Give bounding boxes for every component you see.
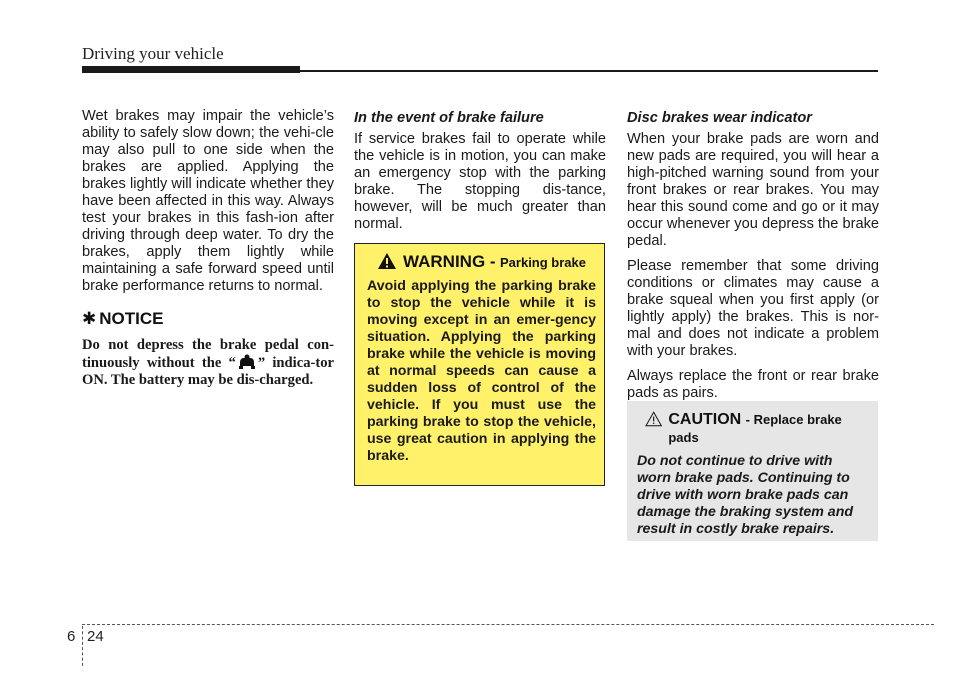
page-header-title: Driving your vehicle	[82, 44, 224, 63]
column-left	[82, 108, 334, 389]
footer-rule	[82, 624, 934, 625]
warning-box	[354, 243, 605, 486]
caution-subject: - Replace brake pads	[668, 412, 842, 445]
caution-box	[627, 401, 878, 541]
warning-header	[377, 252, 596, 272]
column-middle	[354, 110, 606, 241]
disc-brakes-heading: Disc brakes wear indicator	[627, 110, 812, 126]
chapter-number: 6	[67, 628, 76, 645]
warning-text: Avoid applying the parking brake to stop the vehicle while it is moving except in an emer-gency situation. Applying the parking brake while the vehicle is moving at normal speeds can cause a sudden loss of control of the vehicle. If you must use the parking brake to stop the vehicle, use great caution in applying the brake.	[367, 278, 596, 464]
warning-subject: Parking brake	[500, 255, 586, 270]
notice-heading	[82, 309, 334, 329]
notice-label: NOTICE	[99, 309, 164, 328]
header-bar	[82, 66, 300, 73]
caution-label: CAUTION	[668, 411, 742, 428]
page-number: 24	[87, 628, 104, 645]
wet-brakes-paragraph: Wet brakes may impair the vehicle’s ability to safely slow down; the vehi-cle may also pull to one side when the brakes are applied. Applying the brakes lightly will indicate whether they have been affected in this way. Always test your brakes in this fash-ion after driving through deep water. To dry the brakes, apply them lightly while maintaining a safe forward speed until brake performance returns to normal.	[82, 108, 334, 294]
disc-brakes-paragraph-1: When your brake pads are worn and new pads are required, you will hear a high-pitched warning sound from your front brakes or rear brakes. You may hear this sound come and go or it may occur whenever you depress the brake pedal.	[627, 131, 879, 249]
caution-text: Do not continue to drive with worn brake pads. Continuing to drive with worn brake pads can damage the braking system and result in costly brake repairs.	[637, 453, 854, 537]
warning-triangle-icon	[377, 252, 397, 270]
notice-text	[82, 337, 334, 389]
brake-warning-indicator-icon	[236, 354, 258, 370]
caution-header	[645, 411, 868, 447]
brake-failure-heading: In the event of brake failure	[354, 110, 544, 126]
caution-triangle-icon	[645, 411, 662, 427]
disc-brakes-paragraph-3: Always replace the front or rear brake pads as pairs.	[627, 368, 879, 401]
warning-label: WARNING -	[403, 252, 496, 271]
footer-divider	[82, 626, 83, 666]
brake-failure-paragraph: If service brakes fail to operate while the vehicle is in motion, you can make an emergency stop with the parking brake. The stopping dis-tance, however, will be much greater than normal.	[354, 131, 606, 232]
disc-brakes-paragraph-2: Please remember that some driving conditions or climates may cause a brake squeal when you first apply (or lightly apply) the brakes. This is nor-mal and does not indicate a problem with your brakes.	[627, 258, 879, 359]
column-right	[627, 110, 879, 410]
header-rule	[300, 70, 878, 72]
notice-text-after: ” indica-tor ON. The battery may be dis-charged.	[82, 355, 334, 388]
notice-star-icon: ✱	[82, 309, 97, 328]
notice-text-before: Do not depress the brake pedal con-tinuously without the “	[82, 337, 334, 371]
